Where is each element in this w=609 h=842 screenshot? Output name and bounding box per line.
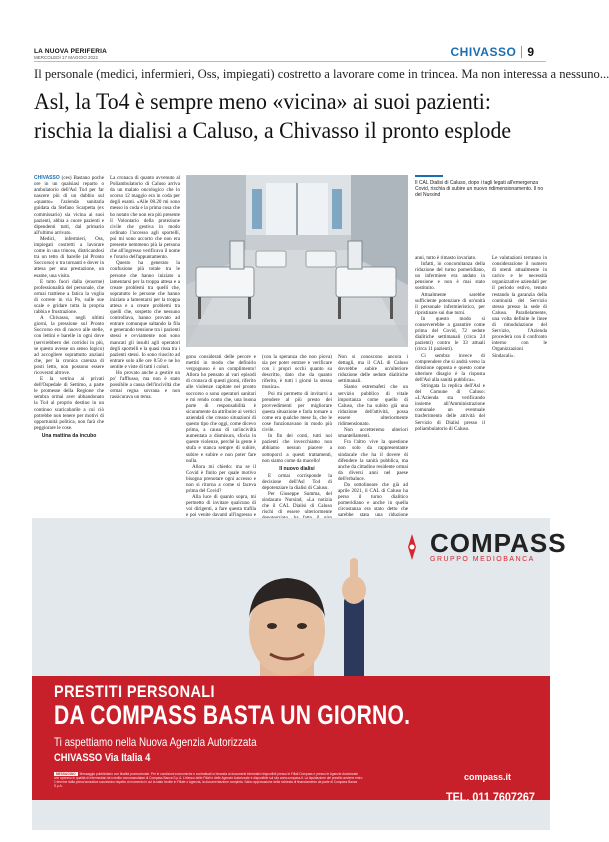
- article-paragraph: Poi mi permetto di invitarvi a prendere al più presto dei provvedimenti per migliorare questa situazione e farla tornare a come era qualche mese fa, che le cose funzionavano in modo più civile.: [262, 390, 332, 434]
- article-paragraph: E la vetrina ai privati dell'Ospedale di Settimo, a parte le promesse della Regione che sembra ormai aver abbandonato la To4 al proprio destino in un continuo scaricabarile a cui ciò potrebbe non tenere per motivi di opportunità politica, non farà che peggiorare le cose.: [34, 376, 104, 431]
- newspaper-name: LA NUOVA PERIFERIA: [34, 48, 108, 55]
- ad-address: CHIVASSO Via Italia 4: [54, 752, 151, 764]
- article-paragraph: Non si conoscono ancora i dettagli, ma il CAL di Caluso dovrebbe subire un'ulteriore riduzione delle sedute dialitiche settimanali.: [338, 354, 408, 385]
- article-paragraph: La cronaca di quanto avvenuto al Poliambulatorio di Caluso arriva da un malato oncologico che lo scorso 12 maggio era in coda per degli esami. «Alle 08.20 mi sono messo in coda e la prima cosa che ho notato che non era più presente il Volontario della protezione civile che gestiva in modo ordinato l'accesso agli sportelli, poi mi sono accorto che non era presente nemmeno più la persona che all'ingresso verificava il nome e l'orario dell'appuntamento.: [110, 175, 180, 261]
- article-paragraph: anni, tutto è rimasto invariato.: [415, 255, 477, 261]
- ad-group: GRUPPO MEDIOBANCA: [430, 556, 535, 563]
- article-paragraph: E ormai corrisponde la decisione dell'Asl To4 di depotenziare la dialisi di Caluso.: [262, 472, 332, 491]
- article-column-6: [415, 255, 485, 432]
- article-paragraph: Fra l'altro vive la questione non solo da rappresentante sindacale che ha il dovere di difendere la sanità pubblica, ma anche da cittadino residente ormai da diversi anni nel paese dell'erbaluce.: [338, 439, 408, 482]
- article-lead: CHIVASSO: [34, 175, 60, 181]
- article-paragraph: Non accetteremo ulteriori smantellamenti.: [338, 427, 408, 440]
- headline: [34, 88, 518, 146]
- photo-caption-text: Il CAL Dialisi di Caluso, dopo i tagli legati all'emergenza Covid, rischia di subire un nuovo ridimensionamento. Il no del Nursind: [415, 180, 544, 199]
- article-paragraph: CHIVASSO (ces) Bastano poche ore in un qualsiasi reparto o ambulatorio dell'Asl To4 per far nascere più di un dubbio sul «quanto» l'azienda sanitaria guidata da Stefano Scarpetta (ex commissario) sia vicina ai suoi pazienti, abbia a cuore pazienti e dipendenti tutti, dal primario all'ultimo arrivato.: [34, 175, 104, 236]
- article-paragraph: gono considerati delle pecore e mettiti in modo che definirlo vergognoso è un complimento! Allora ho pensato al vari episodi di cronaca di questi giorni, riferito alle violenze capitate nei pronto soccorso o sono operatori sanitari e mi rendo conto che, una buona parte di responsabilità è sicuramente da attribuire ai vertici aziendali che creano situazioni di questo tipo che oggi, come dicevo prima, a causa di un'inciviltà aumentata a dismisura, sfocia in queste violenze, perché la gente è stufa e stanca sempre di subire, subire e subire e non poter fare nulla.: [186, 354, 256, 464]
- ad-title-2: DA COMPASS BASTA UN GIORNO.: [54, 700, 411, 730]
- masthead: [34, 48, 107, 61]
- article-paragraph: Siamo estremafeti che un servizio pubblico di vitale importanza come quello di Caluso, che ha subito già una riduzione dell'attività, possa essere ulteriormente ridimensionato.: [338, 384, 408, 428]
- article-column-4: [262, 354, 332, 540]
- header-rule: [34, 61, 546, 62]
- article-paragraph: Stringata la replica dell'Asl e del Comune di Caluso: «L'Azienda sta verificando insieme all'Amministrazione comunale un eventuale trasferimento delle attività del Servizio di Dialisi presso il poliambulatorio di Caluso.: [415, 382, 485, 432]
- article-paragraph: Allora mi chiedo: ma se il Covid è finito per quale motivo bisogna prenotare ogni accesso e non si ritorna a come si faceva prima del Covid?: [186, 463, 256, 495]
- article-column-5: [338, 354, 408, 531]
- article-paragraph: Le valutazioni terranno in considerazione il numero di utenti attualmente in carico e le necessità organizzative aziendali per il periodo estivo, tenuto restando la garanzia della continuità del Servizio stesso presso la sede di Caluso. Parallelamente, una volta definite le linee di rimodulazione del Servizio, l'Azienda procederà con il confronto interno con le Organizzazioni Sindacali».: [492, 255, 547, 359]
- ad-legal-body: Messaggio pubblicitario con finalità promozionale. Per le condizioni economiche e contrattuali si rimanda ai documenti informativi disponibili presso le Filiali Compass e presso le Agenzie Autorizzate che operano in qualità di intermediari del credito monomandatari di Compass Banca S.p.A. L'elenco delle Filiali e delle Agenzie Autorizzate è disponibile sul sito www.compass.it. La liquidazione del prestito avviene entro 1 termine dalla prima lavorativa successivo rispetto al momento in cui la stato fornite in Filiale o Agenzia, la documentazione completa. Salvo approvazione della richiesta di finanziamento da parte di Compass Banca S.p.A.: [54, 772, 363, 788]
- article-column-1: [34, 175, 104, 440]
- article-paragraph: Questo ha generato la confusione più totale tra le persone che hanno iniziato a lamentarsi per la troppa attesa e a creare problemi tra quelli che, sopratutto le persone che hanno iniziato a lamentarsi per la troppa attesa e a creare problemi tra quelli che, sospetto che nessuno controllava, hanno provato ad entrare comunque saltando la fila e generando tensione tra i pazienti stessi e ovviamente non sono mancati gli insulti agli operatori degli sportelli e la quasi rissa tra i pazienti stessi. Io sono riuscito ad entrare solo alle ore 8.50 e ne ho sentite e viste di tutti i colori.: [110, 260, 180, 370]
- ad-legal-text: [54, 772, 364, 788]
- photo-caption: [415, 175, 547, 199]
- article-paragraph: Ho provato anche a gestire un po' l'afflusso, ma non è stato possibile a causa dell'inciviltà che ormai regna sovrana e non rassicurava un tema.: [110, 370, 180, 401]
- article-paragraph: Medici, infermieri, Oss, impiegati costretti a lavorare come in una trincea, districandosi tra un tetto di barelle (al Pronto Soccorso) o tra tornanti e dover in attesa per una prestazione, un esame, una visita.: [34, 235, 104, 279]
- dialysis-room-photo: [186, 175, 408, 347]
- compass-emblem-icon: [402, 534, 422, 560]
- article-paragraph: E tutto fuori dalla (enorme) professionalità del personale, che ormai trattiene a fatica la voglia di correre in via Po, sulle sue scale e gridare tutta la propria rabbia e frustrazione.: [34, 278, 104, 316]
- headline-line-1: Asl, la To4 è sempre meno «vicina» ai suoi pazienti:: [34, 89, 491, 115]
- article-paragraph: (con la speranza che non piova) sia per poter entrare e verificare con i propri occhi quanto su descritto, dato che da quanto riferito, è tutti i giorni la stessa musica».: [262, 354, 332, 391]
- article-paragraph: Infatti, in concomitanza della riduzione del turno pomeridiano, un infermiere era andato in pensione e non è mai stato sostituito.: [415, 261, 485, 292]
- article-paragraph: Per Giuseppe Summa, del sindacato Nursind, «La notizia che il CAL Dialisi di Caluso rischi di essere ulteriormente: [262, 491, 332, 516]
- compass-advertisement: [32, 518, 567, 830]
- article-paragraph: Attualmente sarebbe sufficiente potenziare di un'unità il personale infermieristico, per ripristinare sui due turni.: [415, 291, 485, 316]
- subheading: Una mattina da incubo: [41, 432, 97, 439]
- section-divider: [521, 46, 522, 58]
- ad-brand: COMPASS: [430, 528, 567, 558]
- article-paragraph: In fin dei conti, tutti noi pazienti che invecchiamo non abbiamo nessun piacere a sottoporci a questi trattamenti, non siamo come da macello!: [262, 433, 332, 464]
- ad-invitation: Ti aspettiamo nella Nuova Agenzia Autorizzata: [54, 735, 257, 749]
- section-tag: [451, 45, 534, 59]
- article-paragraph: Alla luce di quanto sopra, mi permetto di invitare qualcuno di voi dirigenti, a fare questa trafila e poi venite davanti all'ingresso e: [186, 494, 256, 519]
- ad-phone: TEL. 011 7607267: [446, 790, 535, 804]
- article-paragraph: In questo modo si conserverebbe a garantire come prima del Covid, 72 sedute dialitiche settimanali (circa 24 pazienti) contro le 33 attuali (circa 11 pazienti).: [415, 315, 485, 353]
- headline-line-2: rischia la dialisi a Caluso, a Chivasso il pronto esplode: [34, 118, 512, 144]
- article-paragraph: A Chivasso, negli ultimi giorni, la pressione sul Pronto Soccorso era di nuovo alle stelle, con lettini e barelle in ogni dove (servirebbero dei corridoi in più, se questo avesse un senso logico) ad accogliere soprattutto anziani che, per la cronica carenza di posti letto, non possono essere ricoverati altrove.: [34, 315, 104, 376]
- kicker: Il personale (medici, infermieri, Oss, impiegati) costretto a lavorare come in trincea. Ma non interessa a nessuno...: [34, 67, 609, 81]
- ad-title-1: PRESTITI PERSONALI: [54, 682, 216, 701]
- page-number: 9: [527, 45, 534, 59]
- article-column-3: [186, 354, 256, 525]
- photo-illustration: [186, 175, 408, 347]
- issue-date: MERCOLEDÌ 17 MAGGIO 2022: [34, 55, 99, 60]
- caption-accent-bar: [415, 175, 443, 177]
- article-paragraph: Ci sembra invece di comprendere che si andrà verso la direzione opposta e questo come ulteriore disagio è la risposta dell'Asl alla sanità pubblica».: [415, 352, 485, 383]
- ad-legal-label: MESSAGGIO: [56, 772, 76, 776]
- subheading: Il nuovo dialisi: [279, 465, 315, 472]
- compass-logo: [402, 530, 567, 563]
- article-column-2: [110, 175, 180, 400]
- article-column-7: [492, 255, 547, 359]
- section-city: CHIVASSO: [450, 45, 517, 59]
- ad-website: compass.it: [464, 772, 512, 782]
- article-paragraph: Da sottolineare che già ad aprile 2021, il CAL di Caluso ha perso il turno dialitico pomeridiano e anche in quella circostanza era stato detto che sarebbe stata una riduzione: [338, 481, 408, 519]
